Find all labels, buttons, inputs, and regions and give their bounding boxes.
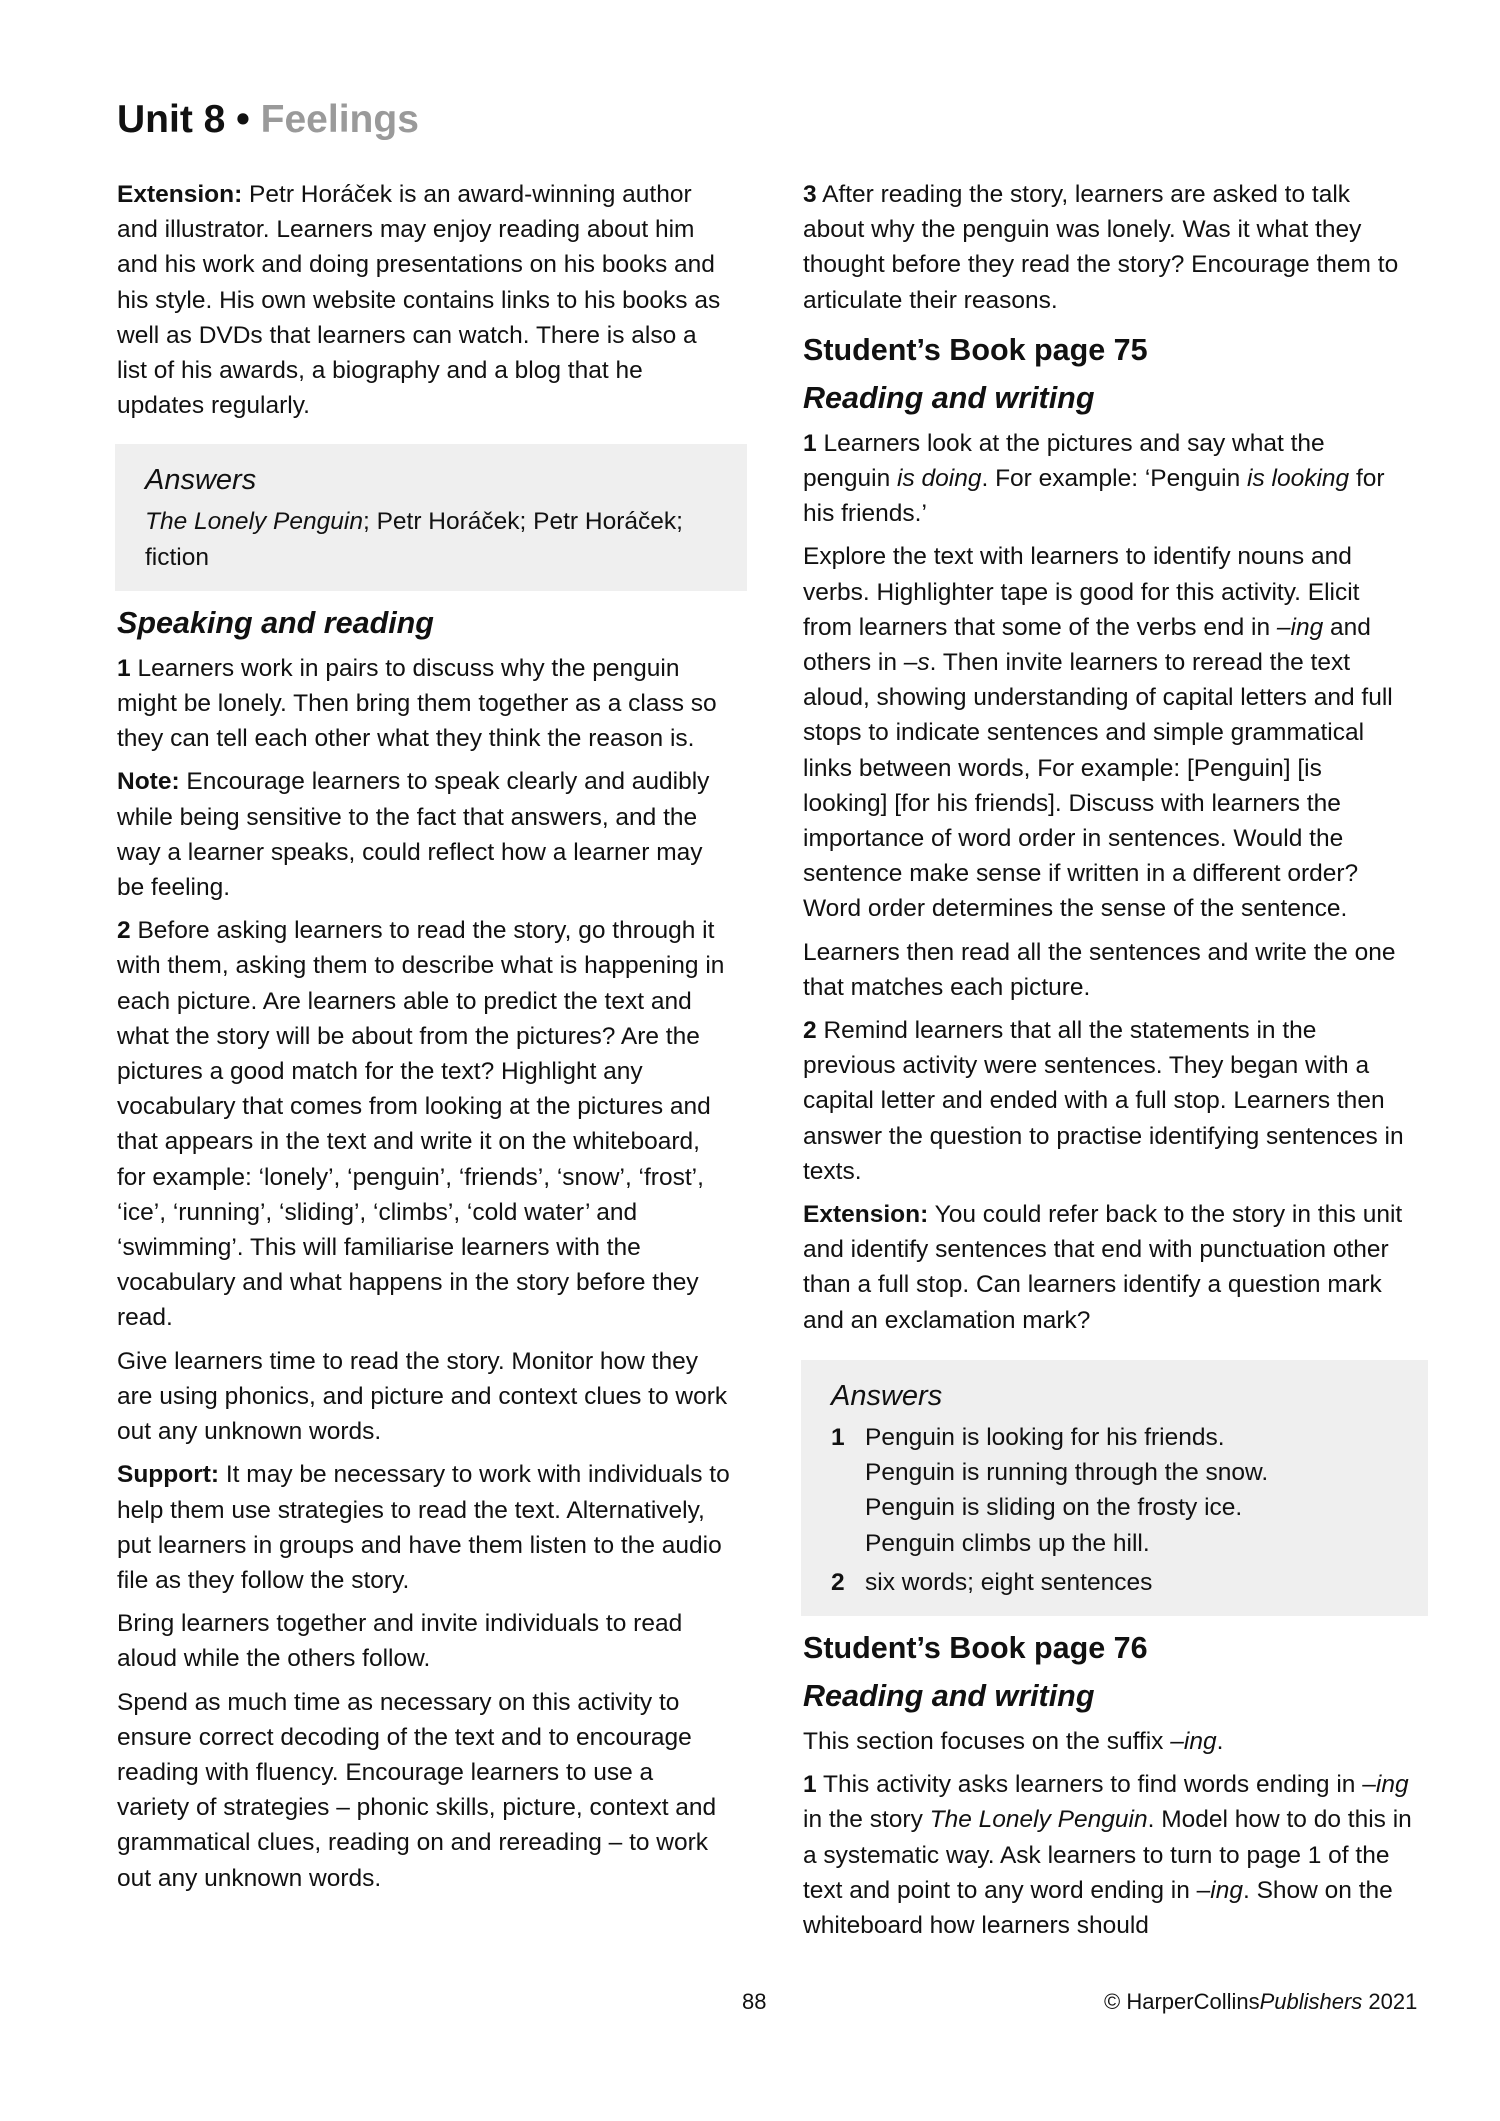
reading-writing-heading: Reading and writing	[803, 380, 1095, 415]
give-time-paragraph: Give learners time to read the story. Monitor how they are using phonics, and picture and context clues to work out any unknown words.	[117, 1347, 728, 1446]
text-run: This section focuses on the suffix	[803, 1727, 1171, 1755]
answers-title: Answers	[145, 464, 257, 497]
activity-number: 1	[117, 654, 131, 682]
answer-number: 1	[831, 1423, 845, 1451]
answers-title: Answers	[831, 1379, 943, 1412]
activity-text: After reading the story, learners are asked to talk about why the penguin was lonely. Was it what they thought before they read the story? Encourage them to articulate their reasons.	[803, 181, 1399, 314]
rw-activity-1-paragraph	[803, 426, 1413, 532]
left-column	[117, 177, 732, 1904]
text-run: Explore the text with learners to identify nouns and verbs. Highlighter tape is good for this activity. Elicit from learners that some of the verbs end in	[803, 543, 1360, 641]
speaking-reading-heading: Speaking and reading	[117, 605, 434, 640]
text-run: . Then invite learners to reread the text aloud, showing understanding of capital letters and full stops to indicate sentences and simple grammatical links between words, For example: [Penguin] [is looking] [for his friends]. Discuss with learners the importance of word order in sentences. Would the sentence make sense if written in a different order? Word order determines the sense of the sentence.	[803, 649, 1393, 923]
answer-text: six words; eight sentences	[865, 1568, 1153, 1596]
answer-item-1	[831, 1420, 1398, 1561]
support-text: It may be necessary to work with individuals to help them use strategies to read the text. Alternatively, put learners in groups and have them listen to the audio file as they follow the story.	[117, 1461, 730, 1594]
note-paragraph	[117, 764, 732, 905]
answers-box-left	[115, 444, 747, 590]
book-title: The Lonely Penguin	[145, 508, 363, 536]
activity-number: 3	[803, 181, 817, 208]
answer-line: Penguin is looking for his friends.	[865, 1423, 1225, 1451]
italic-run: ing	[1210, 1876, 1243, 1904]
answer-line: Penguin is sliding on the frosty ice.	[865, 1494, 1243, 1522]
rw-activity-3-paragraph	[803, 1767, 1413, 1943]
text-run: 2021	[1362, 1989, 1418, 2014]
italic-run: –s	[903, 649, 930, 677]
answer-lines	[865, 1420, 1268, 1561]
text-run: . Model how to do this in a systematic way. Ask learners to turn to page 1 of the text and point to any word ending in –	[803, 1806, 1412, 1904]
extension-text: You could refer back to the story in this unit and identify sentences that end with punctuation other than a full stop. Can learners identify a question mark and an exclamation mark?	[803, 1201, 1403, 1334]
text-run: and others in	[803, 613, 1371, 677]
text-run: for his friends.’	[803, 465, 1385, 528]
activity-text: Before asking learners to read the story, go through it with them, asking them to describe what is happening in each picture. Are learners able to predict the text and what the story will be about from the pictures? Are the pictures a good match for the text? Highlight any vocabulary that comes from looking at the pictures and that appears in the text and write it on the whiteboard, for example: ‘lonely’, ‘penguin’, ‘friends’, ‘snow’, ‘frost’, ‘ice’, ‘running’, ‘sliding’, ‘climbs’, ‘cold water’ and ‘swimming’. This will familiarise learners with the vocabulary and what happens in the story before they read.	[117, 917, 725, 1332]
text-run: . For example: ‘Penguin	[981, 465, 1248, 493]
rw-activity-2-paragraph	[803, 1013, 1413, 1189]
extension-paragraph	[117, 177, 732, 423]
unit-topic: Feelings	[260, 98, 419, 141]
text-run: This activity asks learners to find words ending in –	[816, 1771, 1376, 1799]
activity-3-paragraph	[803, 177, 1413, 318]
answer-line: Penguin is running through the snow.	[865, 1459, 1269, 1487]
support-paragraph	[117, 1457, 732, 1598]
italic-run: The Lonely Penguin	[929, 1806, 1148, 1834]
sb-page-75-heading: Student’s Book page 75	[803, 332, 1148, 367]
text-run: Learners look at the pictures and say what the penguin	[803, 429, 1325, 493]
activity-1-paragraph	[117, 651, 732, 757]
extension-label: Extension:	[117, 181, 243, 208]
support-label: Support:	[117, 1461, 220, 1489]
text-run: . Show on the whiteboard how learners should	[803, 1876, 1393, 1939]
answer-item-2	[831, 1565, 1398, 1600]
activity-text: Learners work in pairs to discuss why the penguin might be lonely. Then bring them together as a class so they can tell each other what they think the reason is.	[117, 654, 717, 753]
page-title	[117, 96, 419, 144]
answer-number: 2	[831, 1568, 845, 1596]
suffix-paragraph	[803, 1724, 1413, 1759]
answers-list	[831, 1420, 1398, 1600]
answers-box-right	[801, 1360, 1428, 1616]
reading-writing-heading-2: Reading and writing	[803, 1678, 1095, 1713]
activity-number: 1	[803, 1771, 817, 1799]
copyright-notice	[1104, 1988, 1417, 2016]
activity-number: 2	[117, 917, 131, 945]
italic-run: is looking	[1247, 465, 1350, 493]
italic-run: –ing	[1170, 1727, 1217, 1755]
activity-text: Remind learners that all the statements in the previous activity were sentences. They began with a capital letter and ended with a full stop. Learners then answer the question to practise identifying sentences in texts.	[803, 1017, 1404, 1185]
extension-label: Extension:	[803, 1201, 929, 1229]
answer-line: Penguin climbs up the hill.	[865, 1529, 1150, 1557]
text-run: in the story	[803, 1806, 930, 1834]
text-run: .	[1216, 1727, 1224, 1755]
activity-2-paragraph	[117, 913, 732, 1335]
extension-2-paragraph	[803, 1197, 1413, 1338]
italic-run: Publishers	[1259, 1989, 1363, 2014]
italic-run: –ing	[1276, 613, 1324, 641]
extension-text: Petr Horáček is an award-winning author and illustrator. Learners may enjoy reading about him and his work and doing presentations on his books and his style. His own website contains links to his books as well as DVDs that learners can watch. There is also a list of his awards, a biography and a blog that he updates regularly.	[117, 181, 721, 420]
text-run: © HarperCollins	[1104, 1989, 1260, 2014]
answers-text	[145, 504, 717, 574]
activity-number: 2	[803, 1017, 817, 1045]
note-label: Note:	[117, 768, 180, 796]
page-number: 88	[742, 1989, 767, 2014]
note-text: Encourage learners to speak clearly and audibly while being sensitive to the fact that answers, and the way a learner speaks, could reflect how a learner may be feeling.	[117, 768, 710, 902]
sb-page-76-heading: Student’s Book page 76	[803, 1630, 1148, 1665]
title-separator: •	[225, 98, 261, 141]
spend-time-paragraph: Spend as much time as necessary on this activity to ensure correct decoding of the text and to encourage reading with fluency. Encourage learners to use a variety of strategies – phonic skills, picture, context and grammatical clues, reading on and rereading – to work out any unknown words.	[117, 1688, 717, 1892]
bring-together-paragraph: Bring learners together and invite individuals to read aloud while the others follow.	[117, 1610, 683, 1673]
right-column	[803, 177, 1413, 1951]
explore-paragraph	[803, 539, 1413, 926]
activity-number: 1	[803, 429, 817, 457]
italic-run: is doing	[897, 465, 982, 493]
italic-run: ing	[1375, 1771, 1409, 1799]
unit-label: Unit 8	[117, 98, 226, 141]
learners-read-paragraph: Learners then read all the sentences and write the one that matches each picture.	[803, 938, 1396, 1001]
answers-rest: ; Petr Horáček; Petr Horáček; fiction	[145, 508, 683, 571]
